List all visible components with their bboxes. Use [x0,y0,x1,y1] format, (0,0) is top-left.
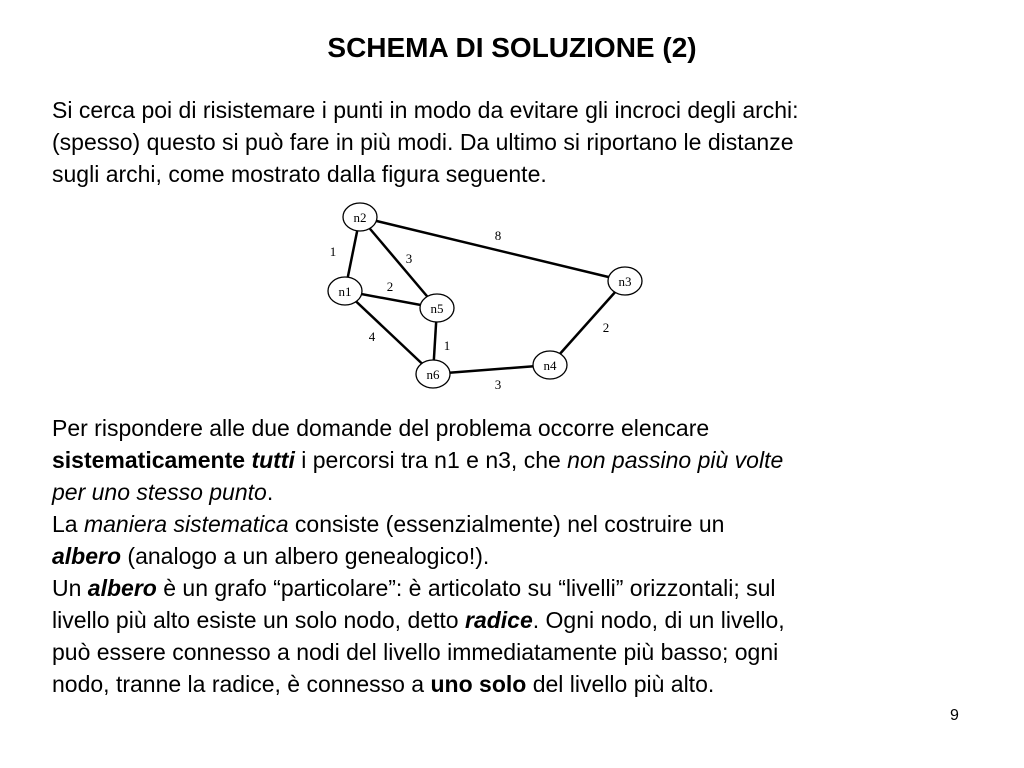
edge-label-n1-n6: 4 [368,329,376,344]
node-n5-label: n5 [430,301,444,316]
intro-line-1: Si cerca poi di risistemare i punti in modo da evitare gli incroci degli archi: [52,97,799,123]
edge-label-n2-n3: 8 [494,228,502,243]
node-n2-label: n2 [353,210,367,225]
emphasis-albero-1: albero [52,543,122,569]
node-n6-label: n6 [426,367,440,382]
body-line-6-start: Un [52,575,88,601]
emphasis-maniera-sistematica: maniera sistematica [83,511,289,537]
intro-line-3: sugli archi, come mostrato dalla figura seguente. [52,161,547,187]
intro-paragraph [52,94,982,190]
emphasis-uno-solo: uno solo [430,671,527,697]
edge-label-n1-n5: 2 [386,279,394,294]
emphasis-non-passino: non passino più volte [567,447,784,473]
emphasis-tutti: tutti [251,447,295,473]
node-n1-label: n1 [338,284,352,299]
edge-label-n5-n6: 1 [443,338,451,353]
body-line-6-rest: è un grafo “particolare”: è articolato su “livelli” orizzontali; sul [156,575,776,601]
edge-n1-n6 [345,291,433,374]
slide-title: SCHEMA DI SOLUZIONE (2) [327,32,697,63]
emphasis-albero-2: albero [87,575,157,601]
body-line-9-start: nodo, tranne la radice, è connesso a [52,671,431,697]
body-line-4-start: La [52,511,84,537]
graph-diagram [310,198,650,398]
body-line-5-rest: (analogo a un albero genealogico!). [121,543,490,569]
emphasis-per-uno-stesso-punto: per uno stesso punto [52,479,267,505]
edge-n4-n3 [550,281,625,365]
edge-n2-n5 [360,217,437,308]
edge-n2-n3 [360,217,625,281]
body-line-2-text: i percorsi tra n1 e n3, che [294,447,568,473]
edge-label-n1-n2: 1 [329,244,337,259]
body-line-1: Per rispondere alle due domande del problema occorre elencare [52,415,710,441]
emphasis-radice: radice [465,607,533,633]
body-line-8: può essere connesso a nodi del livello immediatamente più basso; ogni [52,639,779,665]
page-number: 9 [950,707,959,724]
body-line-7-start: livello più alto esiste un solo nodo, detto [52,607,465,633]
edge-label-n4-n3: 2 [602,320,610,335]
body-line-7-rest: . Ogni nodo, di un livello, [532,607,785,633]
body-line-3-period: . [266,479,274,505]
node-n3-label: n3 [618,274,632,289]
edge-label-n6-n4: 3 [494,377,502,392]
body-line-4-rest: consiste (essenzialmente) nel costruire un [288,511,725,537]
body-line-9-rest: del livello più alto. [526,671,715,697]
body-paragraph [52,412,982,700]
node-n4-label: n4 [543,358,557,373]
emphasis-sistematicamente: sistematicamente [52,447,246,473]
edge-label-n2-n5: 3 [405,251,413,266]
intro-line-2: (spesso) questo si può fare in più modi. Da ultimo si riportano le distanze [52,129,794,155]
